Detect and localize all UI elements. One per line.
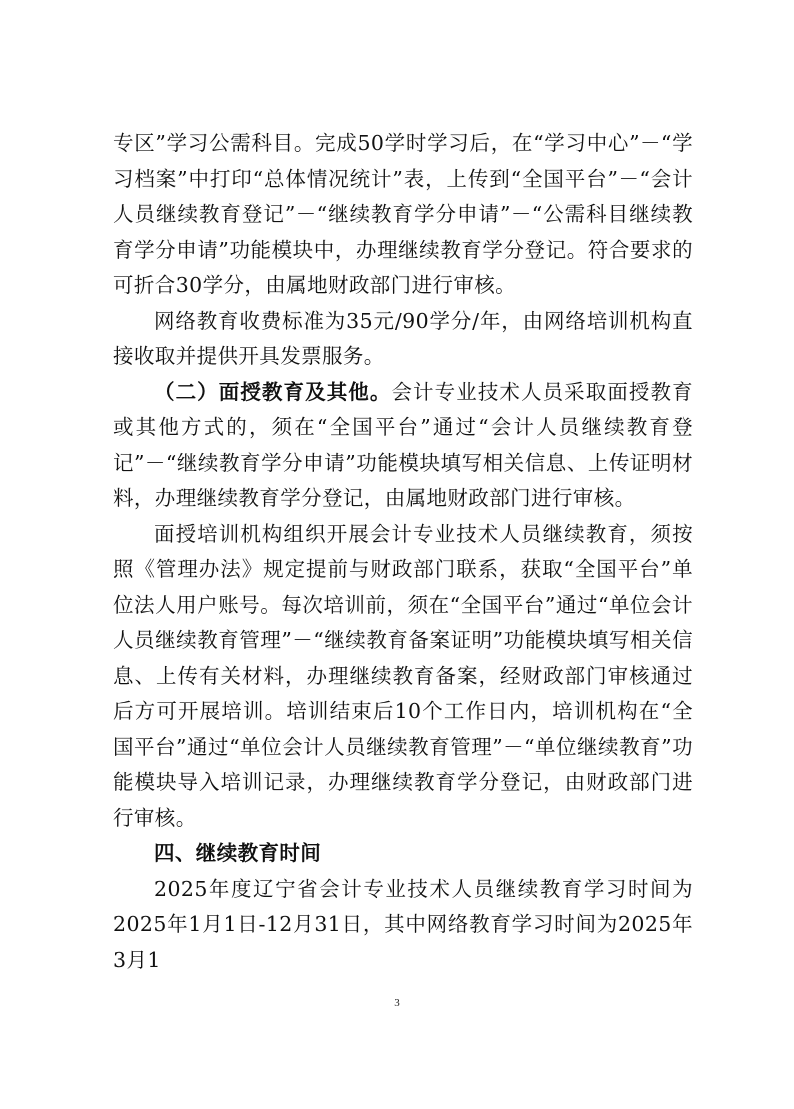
paragraph-continued: 专区”学习公需科目。完成50学时学习后，在“学习中心”－“学习档案”中打印“总体情况统计”表，上传到“全国平台”－“会计人员继续教育登记”－“继续教育学分申请”－“公需科目继续教育学分申请”功能模块中，办理继续教育学分登记。符合要求的可折合30学分，由属地财政部门进行审核。 — [113, 131, 693, 297]
paragraph-training-institutions: 面授培训机构组织开展会计专业技术人员继续教育，须按照《管理办法》规定提前与财政部门联系，获取“全国平台”单位法人用户账号。每次培训前，须在“全国平台”通过“单位会计人员继续教育管理”－“继续教育备案证明”功能模块填写相关信息、上传有关材料，办理继续教育备案，经财政部门审核通过后方可开展培训。培训结束后10个工作日内，培训机构在“全国平台”通过“单位会计人员继续教育管理”－“单位继续教育”功能模块导入培训记录，办理继续教育学分登记，由财政部门进行审核。 — [113, 521, 693, 830]
section-subtitle: （二）面授教育及其他。 — [154, 379, 392, 404]
page-number: 3 — [394, 997, 400, 1009]
body-text — [113, 126, 693, 978]
paragraph-face-to-face — [113, 375, 693, 517]
section-heading: 四、继续教育时间 — [154, 841, 322, 865]
paragraph-fee: 网络教育收费标准为35元/90学分/年，由网络培训机构直接收取并提供开具发票服务。 — [113, 308, 693, 368]
paragraph-time: 2025年度辽宁省会计专业技术人员继续教育学习时间为2025年1月1日-12月31日，其中网络教育学习时间为2025年3月1 — [113, 876, 693, 972]
section-text: 会计专业技术人员采取面授教育或其他方式的，须在“全国平台”通过“会计人员继续教育登记”－“继续教育学分申请”功能模块填写相关信息、上传证明材料，办理继续教育学分登记，由属地财政部门进行审核。 — [113, 379, 693, 510]
